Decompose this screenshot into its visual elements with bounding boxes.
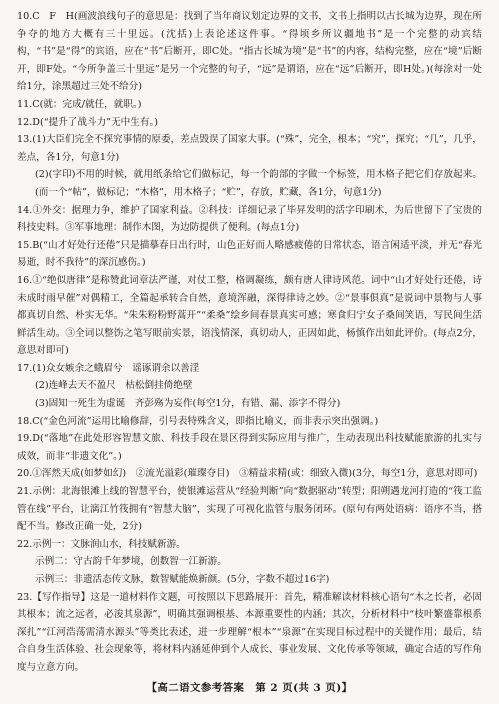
answer-list bbox=[17, 8, 482, 677]
answer-paragraph: (2)连峰去天不盈尺 枯松倒挂倚绝壁 bbox=[35, 380, 193, 392]
answer-paragraph: (2)(字印)不用的时候，就用纸条给它们做标记，每一个韵部的字做一个标签，用木格子把它们存放起来。(而一个“帖”，做标记；“木格”，用木格子；“贮”，存放，贮藏，各1分，句意1分) bbox=[35, 169, 482, 198]
answer-paragraph: 12.D(“提升了战斗力”无中生有。) bbox=[17, 116, 158, 128]
answer-paragraph: 23.【写作指导】这是一道材料作文题，可按照以下思路展开：首先，精准解读材料核心语句“木之长者，必固其根本；流之远者，必浚其泉源”，明确其强调根基、本源重要性的内涵；其次，分析材料中“枝叶繁盛靠根系深扎”“江河浩荡需清水源头”等类比表述，进一步理解“根本”“泉源”在实现目标过程中的关键作用；最后，结合自身生活体验、社会现象等，将材料内涵延伸到个人成长、事业发展、文化传承等领域，确定合适的写作角度与立意方向。 bbox=[17, 591, 482, 673]
answer-paragraph: 15.B(“山才好处行还倦”只是描摹春日出行时，山色正好而人略感疲倦的日常状态，语言闲适平淡，并无“春光易逝，时不我待”的深沉感伤。) bbox=[17, 239, 482, 269]
answer-paragraph: 17.(1)众女嫉余之蛾眉兮 谣诼谓余以善淫 bbox=[17, 362, 200, 374]
answer-paragraph: 16.①“绝似唐律”是称赞此词章法严谨，对仗工整，格调凝练，颇有唐人律诗风范。词中“山才好处行还倦，诗未成时雨早催”对偶精工，全篇起承转合自然，意境浑融，深得律诗之妙。②“景事俱真”是说词中景物与人事都真切自然、朴实无华。“朱朱粉粉野蒿开”“柔桑”绘乡间春景真实可感；寒食归宁女子桑间笑语，写民间生活鲜活生动。③全词以整饬之笔写眼前实景，语浅情深，真切动人，正因如此，杨慎作出如此评价。(每点2分，意思对即可) bbox=[17, 274, 482, 357]
answer-paragraph: 示例二：守古韵千年梦境，创数智一江新游。 bbox=[35, 556, 227, 568]
answer-paragraph: 21.示例：北海银滩上线的智慧平台，使银滩运营从“经验判断”向“数据驱动”转型；阳朔遇龙河打造的“筏工监管在线”平台，让漓江竹筏拥有“智慧大脑”，实现了可视化监管与服务闭环。(原句有两处语病：语序不当，搭配不当。修改正确一处，2分) bbox=[17, 486, 482, 533]
answer-paragraph: 11.C(就：完成/就任，就职。) bbox=[17, 98, 142, 110]
answer-paragraph: 20.①浑然天成(如梦如幻) ②流光溢彩(璀璨夺目) ③精益求精(或：细致入微)(3分，每空1分，意思对即可) bbox=[17, 468, 478, 480]
answer-paragraph: 18.C(“金色河流”运用比喻修辞，引号表特殊含义，即指比喻义，而非表示突出强调。) bbox=[17, 415, 379, 427]
answer-paragraph: 14.①外交：据理力争，维护了国家利益。②科技：详细记录了毕昇发明的活字印刷术，为后世留下了宝贵的科技史料。③军事地理：制作木图，为边防提供了便利。(每点1分) bbox=[17, 204, 482, 234]
answer-paragraph: 13.(1)大臣们完全不探究事情的原委，差点毁误了国家大事。(“殊”，完全，根本；“究”，探究；“几”，几乎，差点，各1分，句意1分) bbox=[17, 134, 482, 163]
answer-paragraph: 22.示例一：文脉润山水，科技赋新游。 bbox=[17, 538, 186, 550]
answer-paragraph: (3)固知一死生为虚诞 齐彭殇为妄作(每空1分，有错、漏、添字不得分) bbox=[35, 398, 341, 410]
answer-paragraph: 10.C F H(画波浪线句子的意思是：找到了当年商议划定边界的文书，文书上指明以古长城为边界，现在所争夺的地方大概有三十里远。(沈括)上表论述这件事。“得顷乡所议疆地书”是一个完整的动宾结构，“书”是“得”的宾语，应在“书”后断开，即C处。“指古长城为境”是“书”的内容，结构完整，应在“境”后断开，即F处。“今所争盖三十里远”是另一个完整的句子，“远”是谓语，应在“远”后断开，即H处。)(每涂对一处给1分，涂黑超过三处不给分) bbox=[17, 11, 482, 93]
answer-paragraph: 19.D(“落地”在此处形容智慧文旅、科技手段在景区得到实际应用与推广，生动表现出科技赋能旅游的扎实与成效，而非“非遗文化”。) bbox=[17, 433, 482, 462]
answer-paragraph: 示例三：非遗活态传文脉，数智赋能焕新颜。(5分，字数不超过16字) bbox=[35, 574, 330, 585]
page-footer: 【高二语文参考答案 第 2 页(共 3 页)】 bbox=[146, 682, 353, 694]
